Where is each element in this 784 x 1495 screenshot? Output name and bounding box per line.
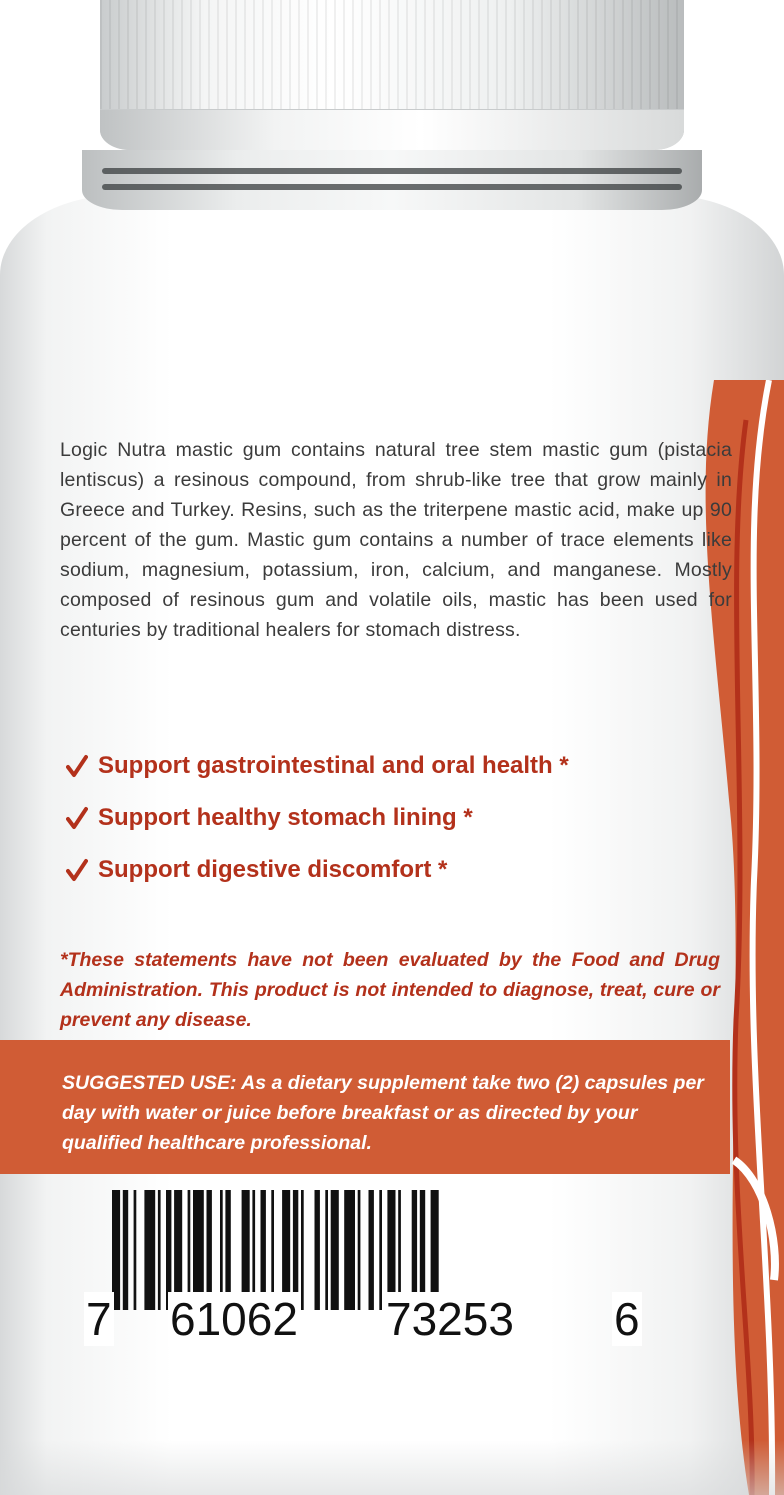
check-icon <box>66 858 88 882</box>
barcode-digit-last: 6 <box>614 1293 640 1345</box>
cap-brim <box>100 109 684 150</box>
benefit-text: Support healthy stomach lining * <box>98 804 473 831</box>
suggested-use-text: SUGGESTED USE: As a dietary supplement take two (2) capsules per day with water or juice before breakfast or as directed by your qualified healthcare professional. <box>62 1071 704 1154</box>
barcode-digit-group-left: 61062 <box>170 1293 298 1345</box>
bottle-cap <box>100 0 684 150</box>
barcode-digits <box>82 1292 642 1352</box>
fda-disclaimer: *These statements have not been evaluated by the Food and Drug Administration. This product is not intended to diagnose, treat, cure or prevent any disease. <box>60 948 720 1031</box>
benefit-item <box>66 792 726 844</box>
check-icon <box>66 806 88 830</box>
benefit-text: Support gastrointestinal and oral health * <box>98 752 569 779</box>
neck-groove <box>102 184 682 190</box>
cap-ridges <box>100 0 684 110</box>
check-icon <box>66 754 88 778</box>
bottle-bottom-shade <box>0 1440 784 1495</box>
neck-groove <box>102 168 682 174</box>
benefits-list <box>66 740 726 896</box>
benefit-item <box>66 844 726 896</box>
barcode-digit-group-right: 73253 <box>386 1293 514 1345</box>
bottle-neck <box>82 150 702 210</box>
product-description: Logic Nutra mastic gum contains natural tree stem mastic gum (pistacia lentiscus) a resinous compound, from shrub-like tree that grow mainly in Greece and Turkey. Resins, such as the triterpene mastic acid, make up 90 percent of the gum. Mastic gum contains a number of trace elements like sodium, magnesium, potassium, iron, calcium, and manganese. Mostly composed of resinous gum and volatile oils, mastic has been used for centuries by traditional healers for stomach distress. <box>60 438 732 641</box>
barcode-digit-first: 7 <box>86 1293 112 1345</box>
benefit-item <box>66 740 726 792</box>
benefit-text: Support digestive discomfort * <box>98 856 448 883</box>
